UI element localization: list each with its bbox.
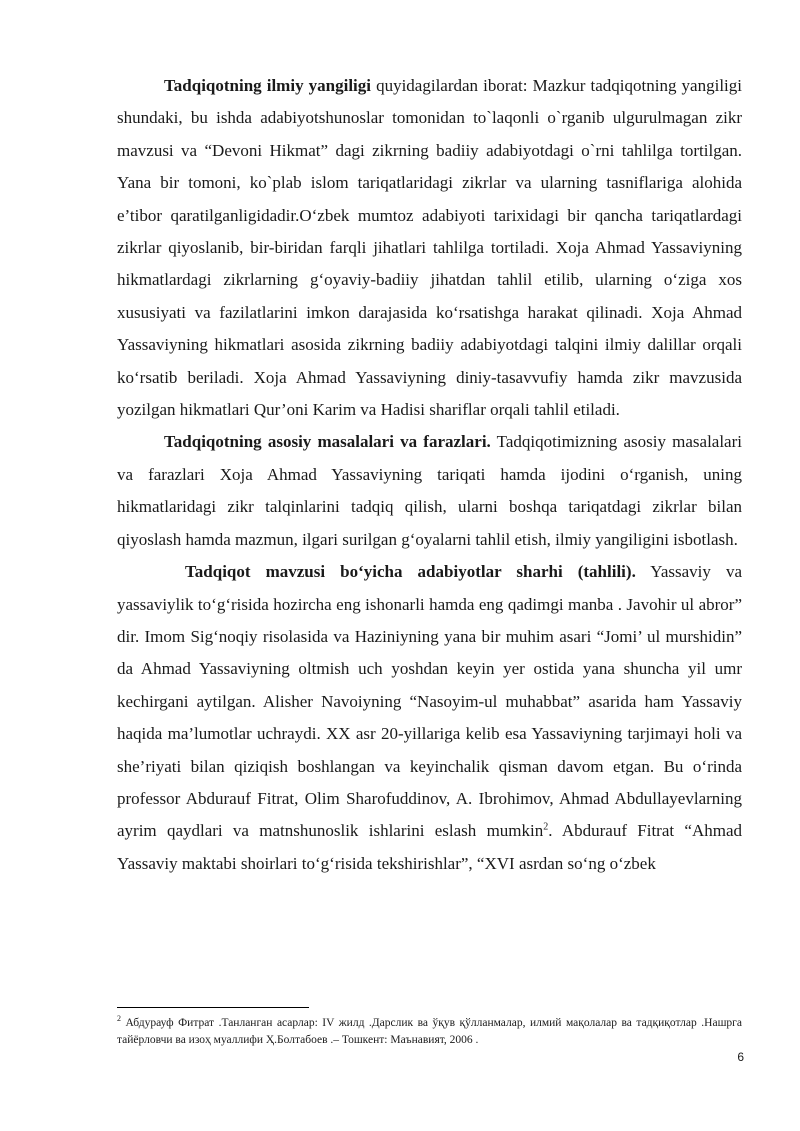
paragraph-text: Yassaviy va yassaviylik to‘g‘risida hozircha eng ishonarli hamda eng qadimgi manba . Javohir ul abror” dir. Imom Sig‘noqiy risolasida va Haziniyning yana bir muhim asari “Jomi’ ul murshidin” da Ahmad Yassaviyning oltmish uch yoshdan keyin yer ostida yana shuncha yil umr kechirgani aytilgan. Alisher Navoiyning “Nasoyim-ul muhabbat” asarida ham Yassaviy haqida ma’lumotlar uchraydi. XX asr 20-yillariga kelib esa Yassaviyning tarjimayi holi va she’riyati bilan qiziqish boshlangan va keyinchalik qisman davom etgan. Bu o‘rinda professor Abdurauf Fitrat, Olim Sharofuddinov, A. Ibrohimov, Ahmad Abdullayevlarning ayrim qaydlari va matnshunoslik ishlarini eslash mumkin — [117, 562, 742, 841]
paragraph-text: quyidagilardan iborat: Mazkur tadqiqotning yangiligi shundaki, bu ishda adabiyotshunoslar tomonidan to`laqonli o`rganib ulgurulmagan zikr mavzusi va “Devoni Hikmat” dagi zikrning badiiy adabiyotdagi o`rni tahlilga tortilgan. Yana bir tomoni, ko`plab islom tariqatlaridagi zikrlar va ularning tasniflariga alohida e’tibor qaratilganligidadir.O‘zbek mumtoz adabiyoti tarixidagi bir qancha tariqatlardagi zikrlar qiyoslanib, bir-biridan farqli jihatlari tahlilga tortiladi. Xoja Ahmad Yassaviyning hikmatlardagi zikrlarning g‘oyaviy-badiiy jihatdan tahlil etilib, ularning o‘ziga xos xususiyati va fazilatlarini imkon darajasida ko‘rsatishga harakat qilinadi. Xoja Ahmad Yassaviyning hikmatlari asosida zikrning badiiy adabiyotdagi talqini ilmiy dalillar orqali ko‘rsatib beriladi. Xoja Ahmad Yassaviyning diniy-tasavvufiy hamda zikr mavzusida yozilgan hikmatlari Qur’oni Karim va Hadisi shariflar orqali tahlil etiladi. — [117, 76, 742, 420]
paragraph-lead: Tadqiqot mavzusi bo‘yicha adabiyotlar sharhi (tahlili). — [185, 562, 636, 582]
footnote-separator — [117, 1007, 309, 1008]
paragraph-lead: Tadqiqotning ilmiy yangiligi — [164, 76, 371, 95]
footnote-mark: 2 — [117, 1014, 121, 1024]
footnote-reference[interactable]: 2 — [543, 821, 549, 833]
footnote-text: Абдурауф Фитрат .Танланган асарлар: IV жилд .Дарслик ва ўқув қўлланмалар, илмий мақолалар ва тадқиқотлар .Нашрга тайёрловчи ва изоҳ муаллифи Ҳ.Болтабоев .– Тошкент: Маънавият, 2006 . — [117, 1017, 742, 1046]
paragraph-scientific-novelty — [117, 70, 742, 426]
footnote — [117, 1015, 742, 1049]
paragraph-lead: Tadqiqotning asosiy masalalari va farazlari. — [164, 432, 491, 452]
paragraph-text-continued: . Abdurauf Fitrat “Ahmad Yassaviy maktabi shoirlari to‘g‘risida tekshirishlar”, “XVI asrdan so‘ng o‘zbek — [117, 821, 742, 873]
paragraph-literature-review — [117, 556, 742, 880]
page-number: 6 — [737, 1050, 744, 1064]
paragraph-main-issues — [117, 426, 742, 556]
body-text — [117, 70, 742, 880]
paragraph-text: Tadqiqotimizning asosiy masalalari va farazlari Xoja Ahmad Yassaviyning tariqati hamda ijodini o‘rganish, uning hikmatlaridagi zikr talqinlarini tadqiq qilish, ularni boshqa tariqatdagi zikrlar bilan qiyoslash hamda mazmun, ilgari surilgan g‘oyalarni tahlil etish, ilmiy yangiligini isbotlash. — [117, 432, 742, 549]
